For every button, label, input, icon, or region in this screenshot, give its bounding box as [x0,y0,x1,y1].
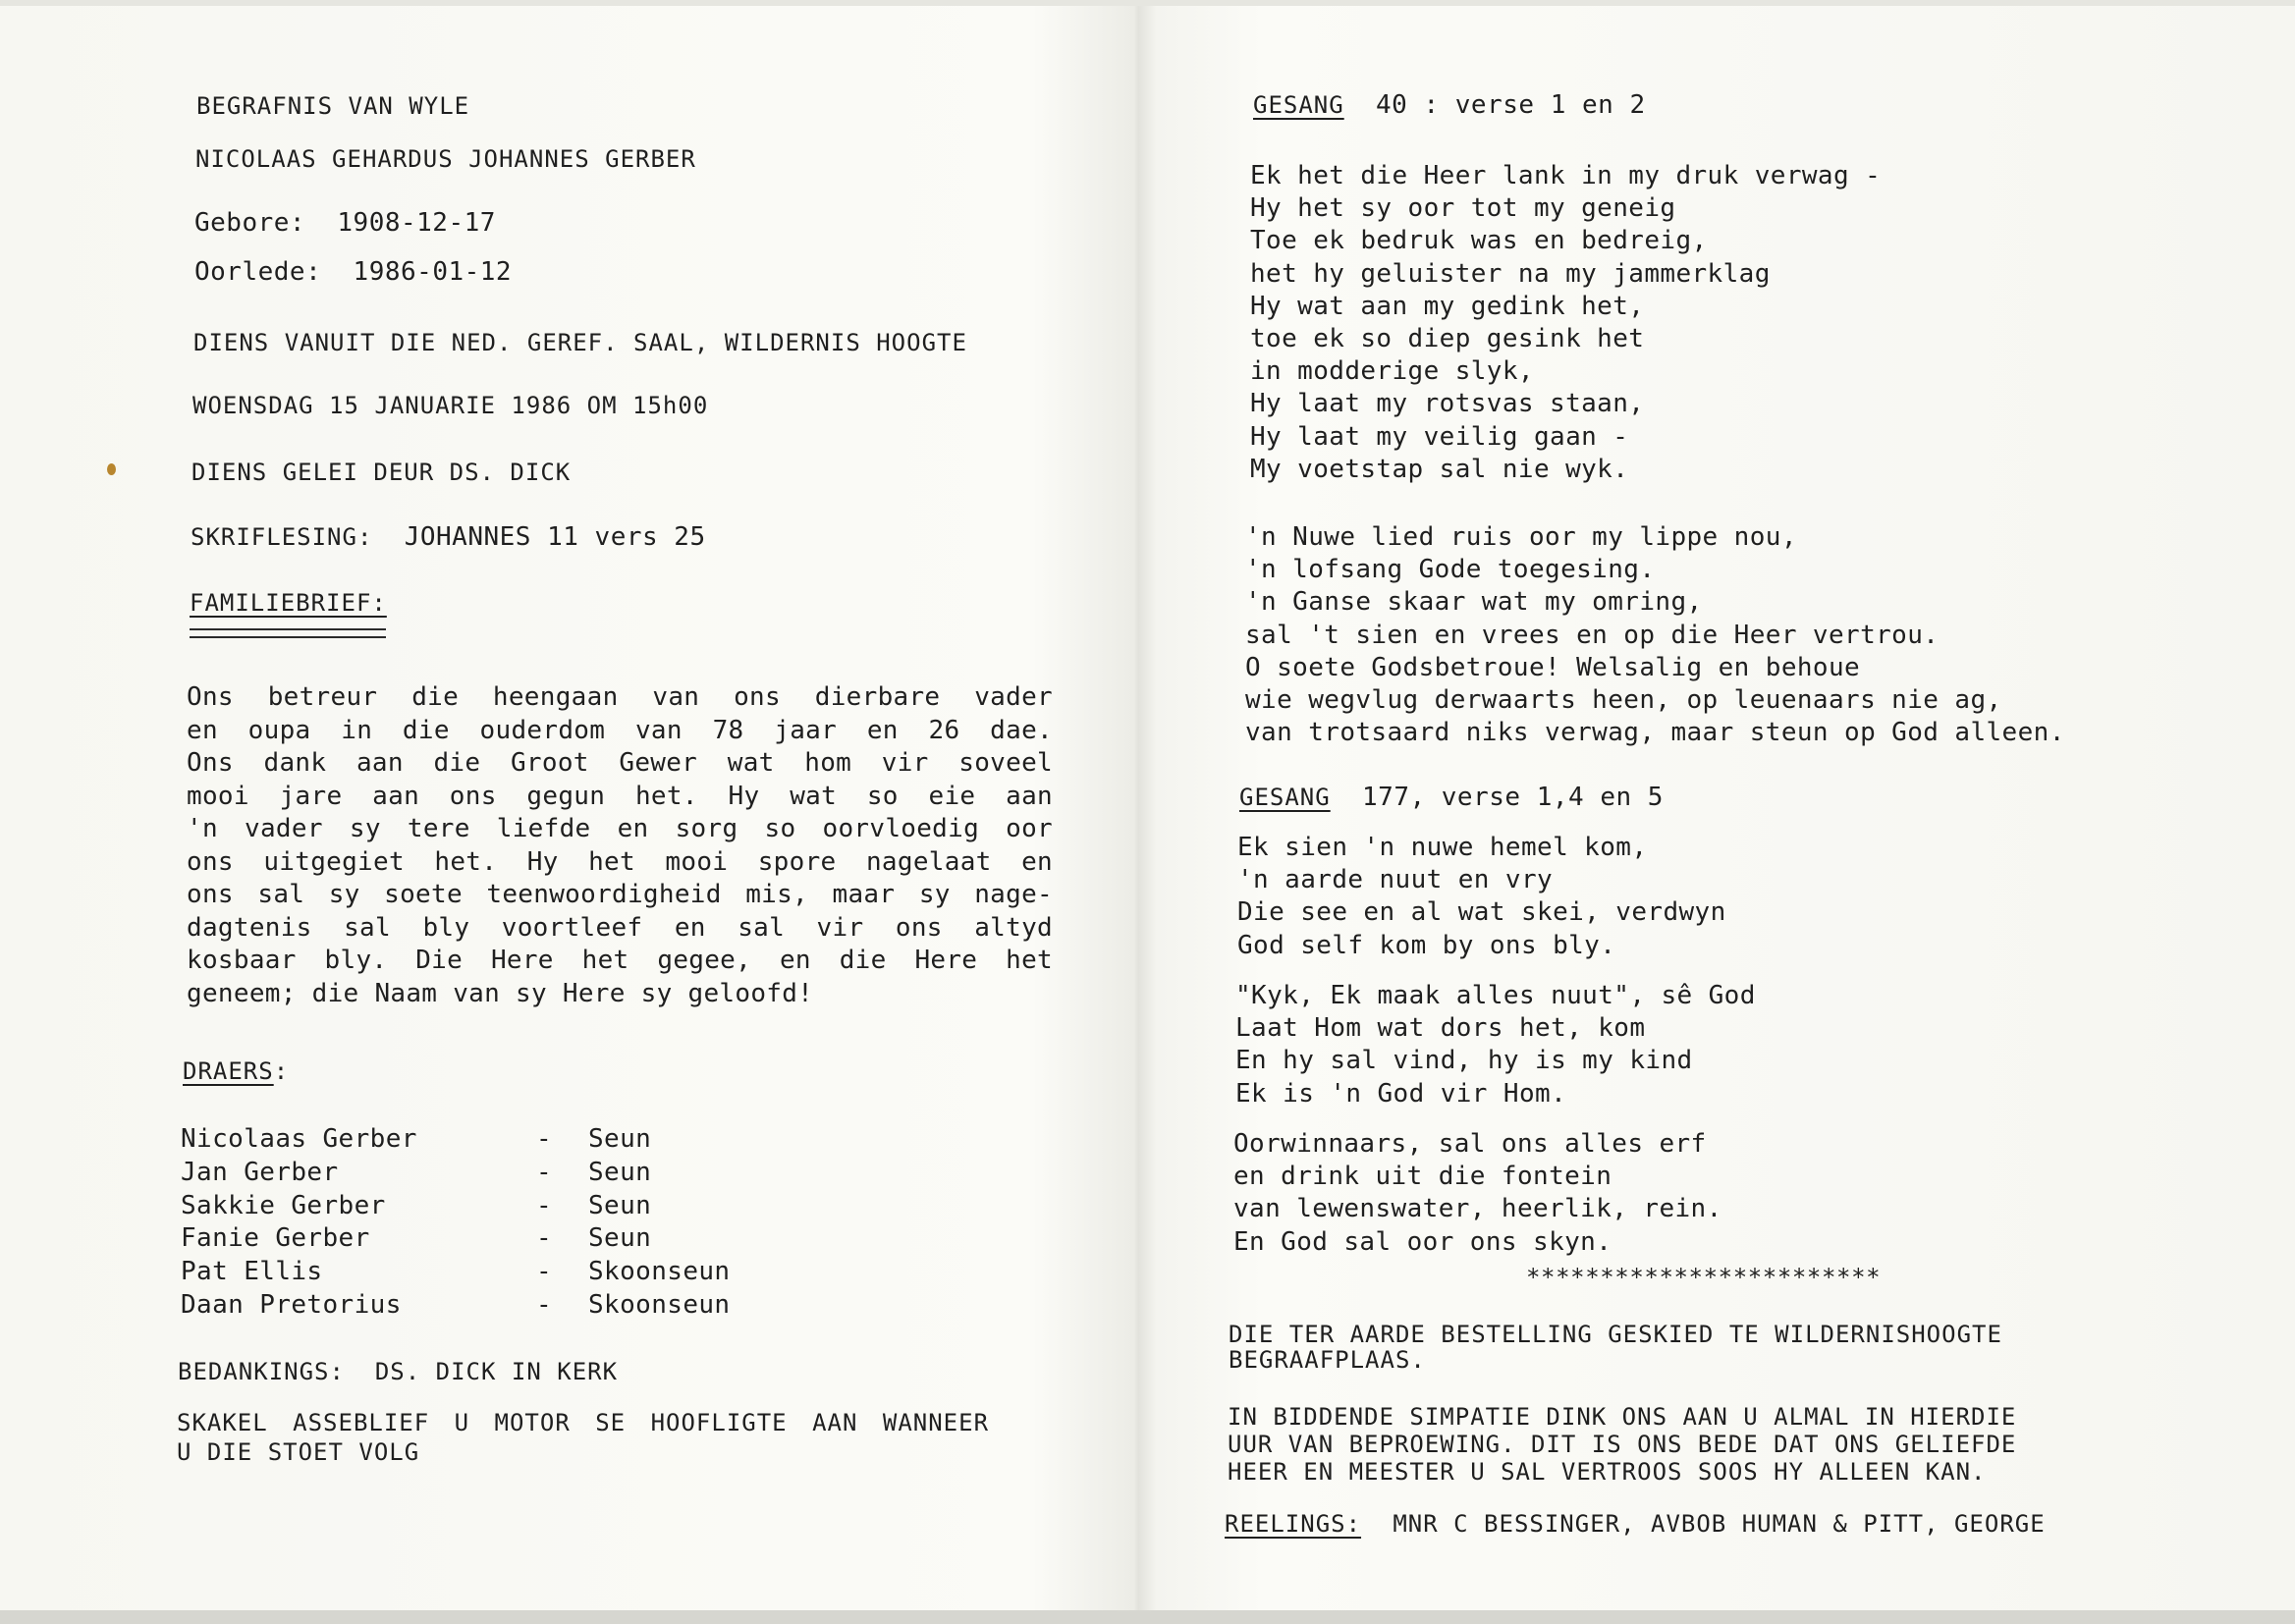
arrangements-line [1225,1509,2046,1539]
verse-line: O soete Godsbetroue! Welsalig en behoue [1245,652,1861,682]
family-letter [187,681,1053,1010]
family-letter-line: dagtenis sal bly voortleef en sal vir ons altyd [187,912,1053,943]
family-letter-line: en oupa in die ouderdom van 78 jaar en 26 dae. [187,715,1053,745]
born-label: Gebore: [194,208,306,238]
bearer-relation: Seun [588,1158,652,1187]
bearer-dash: - [536,1257,553,1286]
right-page [1144,0,2295,1610]
verse-line: Toe ek bedruk was en bedreig, [1250,226,1708,256]
burial-line-2: BEGRAAFPLAAS. [1229,1346,1426,1374]
hymn-1-reference: 40 : verse 1 en 2 [1376,90,1646,120]
bearer-dash: - [536,1191,553,1220]
verse-line: Hy wat aan my gedink het, [1250,291,1645,321]
verse-line: 'n Ganse skaar wat my omring, [1245,587,1703,618]
bearer-name: Daan Pretorius [181,1290,402,1320]
hymn-2-label: GESANG [1239,784,1331,811]
verse-line: En hy sal vind, hy is my kind [1235,1046,1693,1076]
bearer-name: Sakkie Gerber [181,1191,386,1220]
arrangements-text: MNR C BESSINGER, AVBOB HUMAN & PITT, GEORGE [1393,1510,2046,1538]
family-letter-line: 'n vader sy tere liefde en sorg so oorvloedig oor [187,814,1053,843]
double-underline-top [190,628,386,630]
bearers-heading [183,1056,289,1086]
family-letter-line: kosbaar bly. Die Here het gegee, en die Here het [187,946,1053,975]
verse-line: toe ek so diep gesink het [1250,324,1645,354]
verse-line: Ek is 'n God vir Hom. [1235,1078,1567,1109]
verse-line: en drink uit die fontein [1233,1162,1612,1192]
verse-line: Ek sien 'n nuwe hemel kom, [1237,833,1648,862]
bearer-dash: - [536,1223,553,1253]
verse-line: My voetstap sal nie wyk. [1250,454,1629,484]
bearers-label: DRAERS [183,1057,274,1085]
verse-line: Hy laat my rotsvas staan, [1250,389,1645,419]
verse-line: En God sal oor ons skyn. [1233,1226,1612,1257]
deceased-name: NICOLAAS GEHARDUS JOHANNES GERBER [195,145,696,173]
headlights-line-2: U DIE STOET VOLG [177,1438,420,1466]
verse-line: in modderige slyk, [1250,356,1534,387]
family-letter-last-line: geneem; die Naam van sy Here sy geloofd! [187,978,814,1008]
hymn-1-verse-1 [1250,160,1881,486]
verse-line: het hy geluister na my jammerklag [1250,258,1771,289]
bearer-name: Fanie Gerber [181,1223,370,1253]
hymn-2-reference: 177, verse 1,4 en 5 [1362,783,1664,812]
sympathy-line-3: HEER EN MEESTER U SAL VERTROOS SOOS HY ALLEEN KAN. [1228,1458,1987,1486]
bearer-dash: - [536,1124,553,1154]
died-date: 1986-01-12 [353,257,513,287]
bearer-relation: Seun [588,1191,652,1220]
verse-line: "Kyk, Ek maak alles nuut", sê God [1235,981,1756,1010]
verse-line: God self kom by ons bly. [1237,930,1616,960]
service-location: DIENS VANUIT DIE NED. GEREF. SAAL, WILDERNIS HOOGTE [193,329,967,356]
thanks-line [178,1357,618,1386]
bearer-name: Nicolaas Gerber [181,1124,417,1154]
died-label: Oorlede: [194,257,322,287]
family-letter-line: ons sal sy soete teenwoordigheid mis, maar sy nage- [187,880,1053,909]
arrangements-label: REELINGS: [1225,1510,1362,1538]
born-line [194,208,496,238]
headlights-line-1: SKAKEL ASSEBLIEF U MOTOR SE HOOFLIGTE AAN WANNEER [177,1409,990,1436]
bearer-name: Pat Ellis [181,1257,323,1286]
family-letter-line: Ons dank aan die Groot Gewer wat hom vir soveel [187,748,1053,778]
hymn-1-label: GESANG [1253,91,1344,119]
bearer-name: Jan Gerber [181,1158,339,1187]
verse-line: 'n Nuwe lied ruis oor my lippe nou, [1245,522,1797,552]
verse-line: van lewenswater, heerlik, rein. [1233,1194,1722,1224]
star-divider: ************************ [1526,1264,1882,1291]
family-letter-line: mooi jare aan ons gegun het. Hy wat so eie aan [187,781,1053,811]
burial-line-1: DIE TER AARDE BESTELLING GESKIED TE WILDERNISHOOGTE [1229,1321,2002,1348]
verse-line: Laat Hom wat dors het, kom [1235,1013,1646,1044]
verse-line: wie wegvlug derwaarts heen, op leuenaars nie ag, [1245,685,2002,716]
paper-bottom-edge [0,1610,2295,1624]
hymn-2-heading [1239,783,1664,812]
bearer-relation: Seun [588,1223,652,1253]
died-line [194,257,512,287]
hymn-2-verse-2 [1235,980,1756,1110]
bearer-dash: - [536,1158,553,1187]
scripture-label: SKRIFLESING: [191,523,373,551]
heading: BEGRAFNIS VAN WYLE [196,92,470,120]
thanks-text: DS. DICK IN KERK [374,1358,619,1385]
verse-line: Ek het die Heer lank in my druk verwag - [1250,161,1882,190]
verse-line: 'n lofsang Gode toegesing. [1245,555,1656,585]
scripture-reference: JOHANNES 11 vers 25 [404,522,706,552]
hymn-1-verse-2 [1245,521,2065,749]
bearer-relation: Skoonseun [588,1257,731,1286]
sympathy-line-1: IN BIDDENDE SIMPATIE DINK ONS AAN U ALMAL IN HIERDIE [1228,1403,2017,1431]
thanks-label: BEDANKINGS: [178,1358,345,1385]
scripture-line [191,522,706,552]
verse-line: Die see en al wat skei, verdwyn [1237,897,1726,928]
born-date: 1908-12-17 [337,208,496,238]
bearer-dash: - [536,1290,553,1320]
hymn-1-heading [1253,90,1646,120]
verse-line: Hy het sy oor tot my geneig [1250,193,1676,224]
hymn-2-verse-3 [1233,1128,1722,1259]
bearers-colon: : [273,1057,290,1085]
service-led-by: DIENS GELEI DEUR DS. DICK [191,459,572,486]
bearer-relation: Skoonseun [588,1290,731,1320]
family-letter-label: FAMILIEBRIEF: [190,589,387,617]
sympathy-line-2: UUR VAN BEPROEWING. DIT IS ONS BEDE DAT ONS GELIEFDE [1228,1431,2017,1458]
family-letter-line: ons uitgegiet het. Hy het mooi spore nagelaat en [187,846,1053,877]
verse-line: 'n aarde nuut en vry [1237,865,1554,895]
family-letter-line: Ons betreur die heengaan van ons dierbare vader [187,682,1053,712]
verse-line: Hy laat my veilig gaan - [1250,421,1629,452]
verse-line: Oorwinnaars, sal ons alles erf [1233,1129,1707,1159]
verse-line: sal 't sien en vrees en op die Heer vertrou. [1245,620,1940,650]
left-page [0,0,1139,1610]
service-date: WOENSDAG 15 JANUARIE 1986 OM 15h00 [192,392,709,419]
double-underline-bottom [190,636,386,638]
hymn-2-verse-1 [1237,832,1726,962]
bearer-relation: Seun [588,1124,652,1154]
verse-line: van trotsaard niks verwag, maar steun op God alleen. [1245,718,2065,748]
